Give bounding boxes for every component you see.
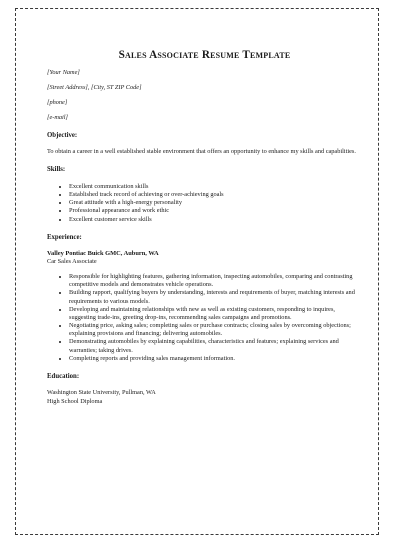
education-heading: Education: [47,373,80,380]
list-item: • Excellent communication skills [69,183,362,191]
email-field: [e-mail] [47,113,68,121]
skills-heading: Skills: [47,166,66,174]
list-item: • Building rapport, qualifying buyers by understanding, interests and requirements of buyer, matching interests and requirements to various models. [69,289,362,305]
list-item: • Established track record of achieving or over-achieving goals [69,191,362,199]
degree-name: High School Diploma [47,397,103,405]
experience-list [47,273,362,363]
objective-heading: Objective: [47,131,78,139]
list-item: • Professional appearance and work ethic [69,207,362,215]
list-item: • Demonstrating automobiles by explaining capabilities, characteristics and features; explaining services and warranties; taking drives. [69,338,362,354]
list-item: • Negotiating price, asking sales; completing sales or purchase contracts; closing sales by overcoming objections; explaining provisions and financing; delivering automobiles. [69,322,362,338]
job-role: Car Sales Associate [47,258,97,266]
list-item: • Excellent customer service skills [69,216,362,224]
list-item: • Great attitude with a high-energy personality [69,199,362,207]
skills-list [47,183,362,224]
experience-heading: Experience: [47,233,82,241]
resume-content [47,49,362,406]
list-item: • Completing reports and providing sales management information. [69,355,362,363]
list-item: • Responsible for highlighting features, gathering information, inspecting automobiles, comparing and contrasting competitive models and demonstrates vehicle operations. [69,273,362,289]
list-item: • Developing and maintaining relationships with new as well as existing customers, responding to inquires, suggesting trade-ins, greeting drop-ins, recommending sales campaigns and promotions. [69,306,362,322]
objective-text: To obtain a career in a well established stable environment that offers an opportunity to enhance my skills and capabilities. [47,148,356,156]
employer-name: Valley Pontiac Buick GMC, Auburn, WA [47,250,159,258]
document-title: Sales Associate Resume Template [118,49,291,61]
phone-field: [phone] [47,98,68,106]
school-name: Washington State University, Pullman, WA [47,389,156,397]
address-field: [Street Address], [City, ST ZIP Code] [47,83,142,91]
document-page [15,8,379,535]
name-field: [Your Name] [47,69,80,76]
